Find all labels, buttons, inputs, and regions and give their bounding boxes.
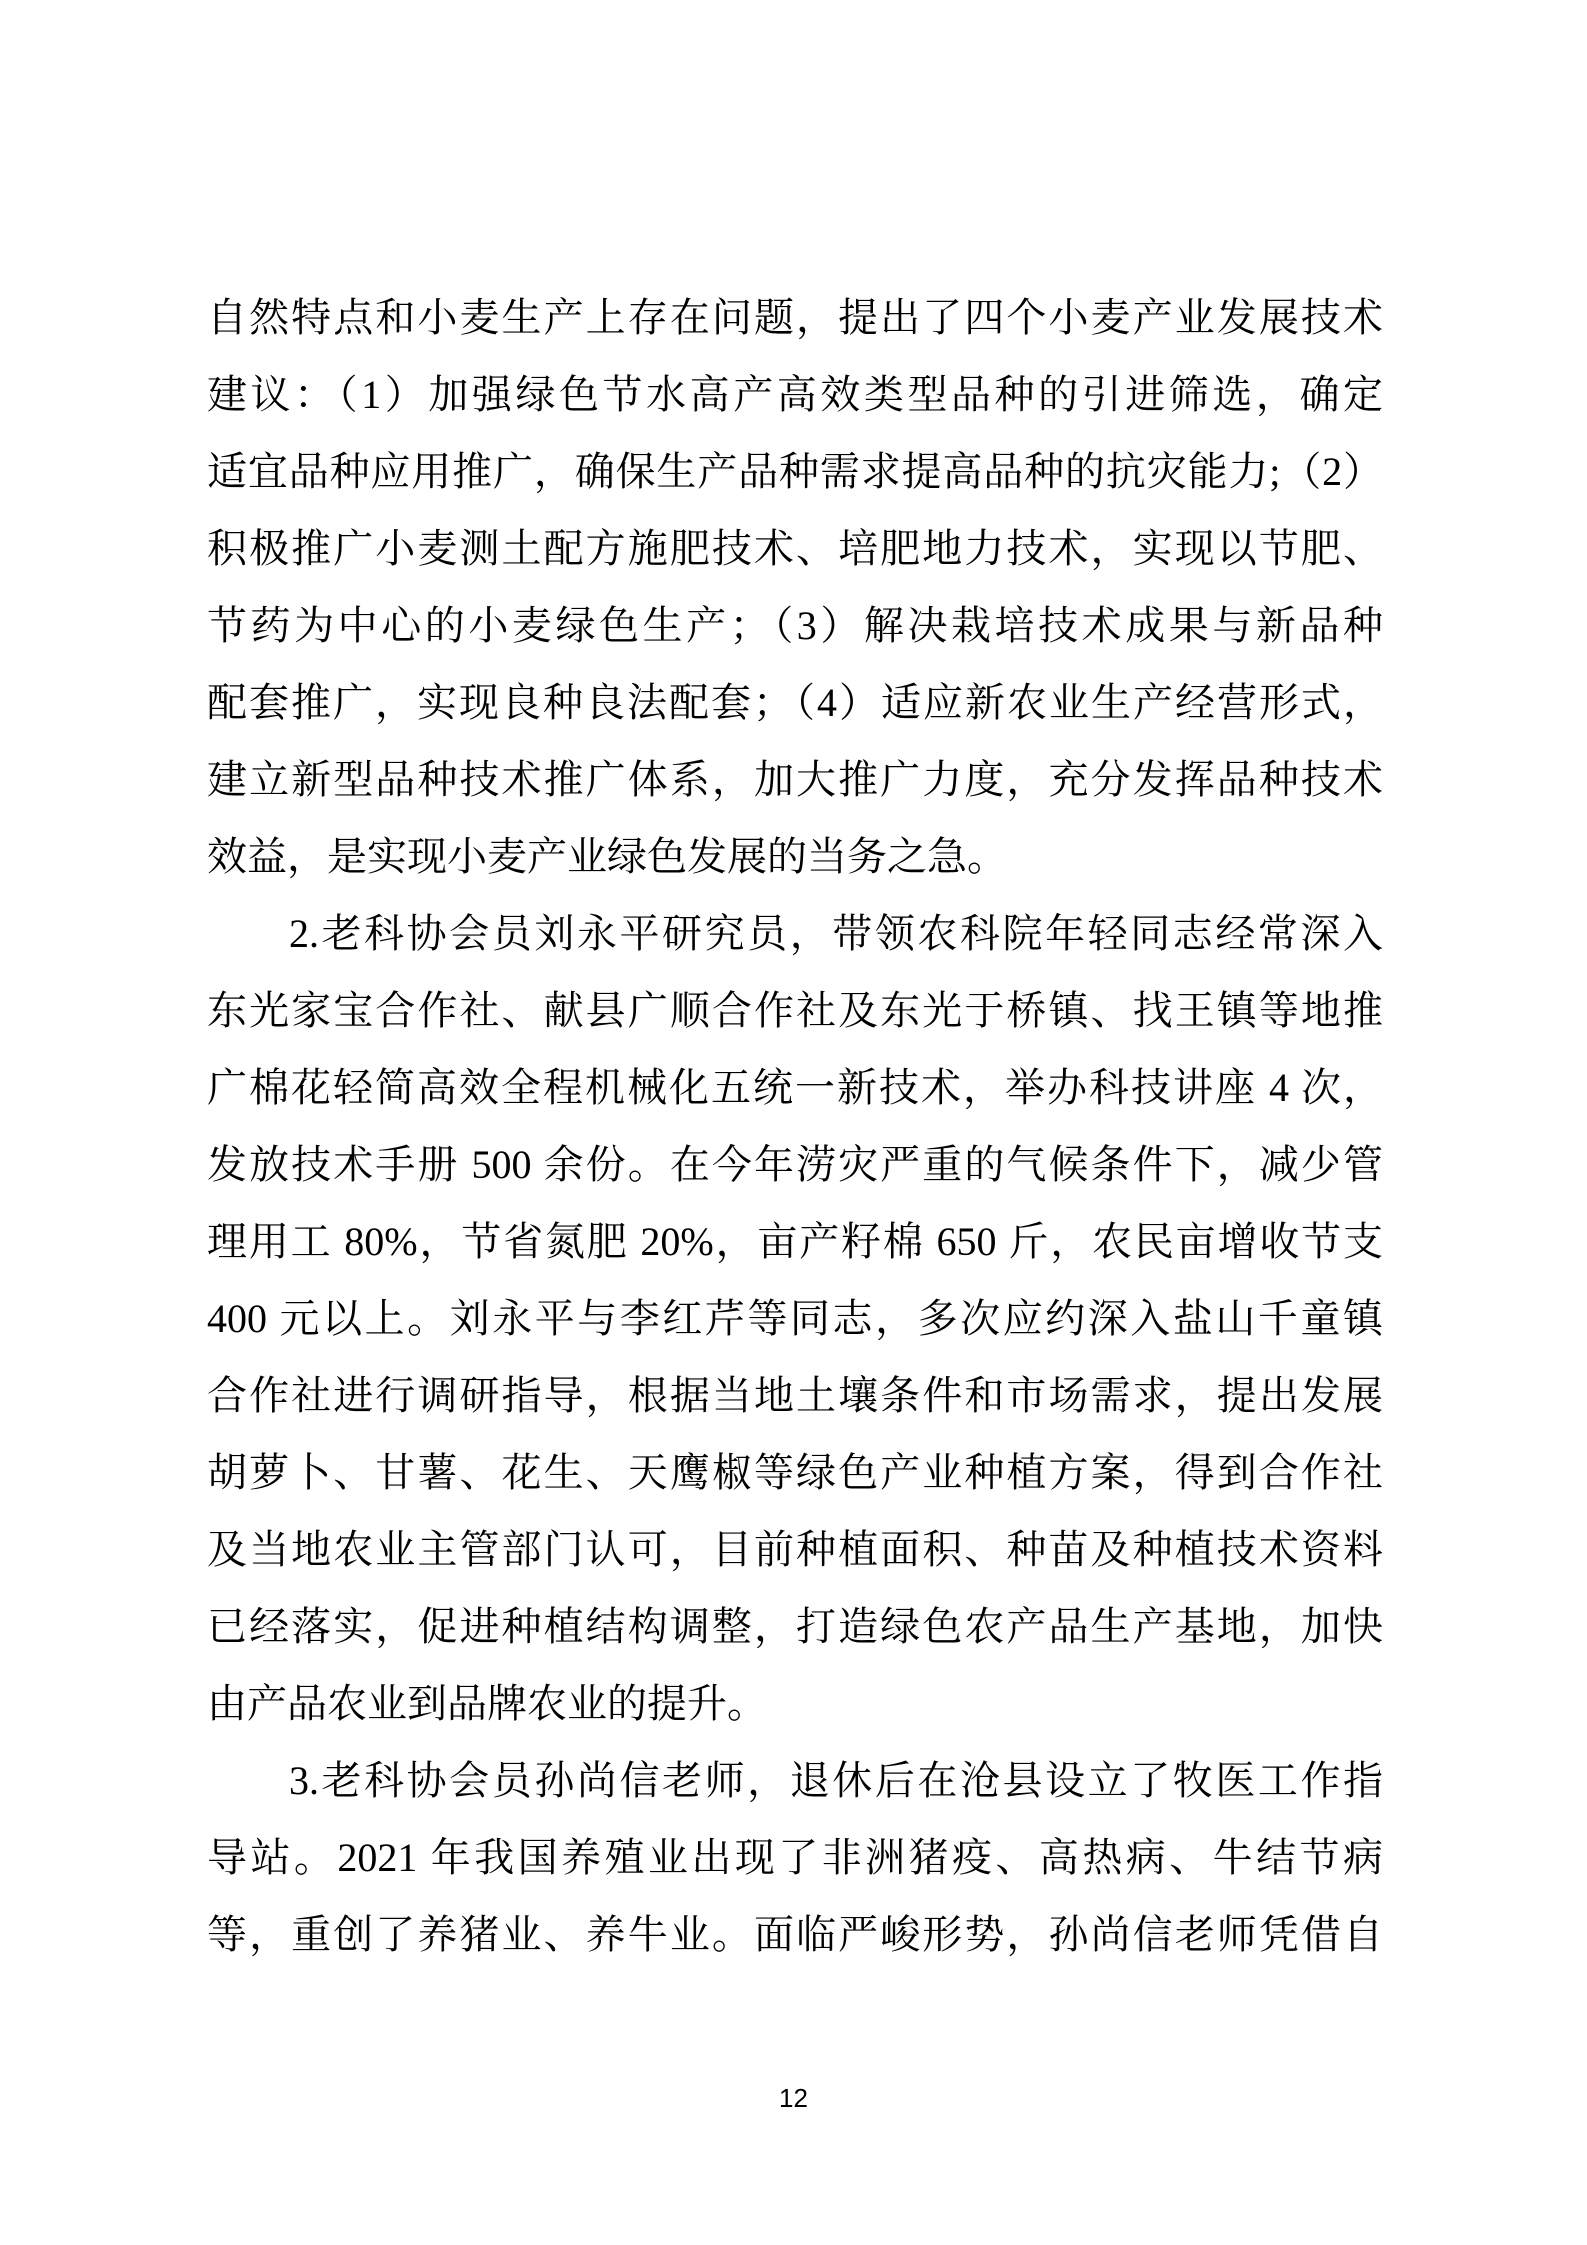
- text-line: 广棉花轻简高效全程机械化五统一新技术，举办科技讲座 4 次，: [207, 1065, 1383, 1110]
- text-line: 合作社进行调研指导，根据当地土壤条件和市场需求，提出发展: [207, 1373, 1383, 1418]
- text-line: 已经落实，促进种植结构调整，打造绿色农产品生产基地，加快: [207, 1604, 1383, 1649]
- page-number: 12: [779, 2083, 808, 2113]
- text-line: 建议：（1）加强绿色节水高产高效类型品种的引进筛选，确定: [207, 372, 1383, 417]
- text-line: 3.老科协会员孙尚信老师，退休后在沧县设立了牧医工作指: [289, 1758, 1383, 1803]
- text-line: 发放技术手册 500 余份。在今年涝灾严重的气候条件下，减少管: [207, 1142, 1383, 1187]
- text-line: 400 元以上。刘永平与李红芹等同志，多次应约深入盐山千童镇: [207, 1296, 1383, 1341]
- text-line: 节药为中心的小麦绿色生产；（3）解决栽培技术成果与新品种: [207, 603, 1383, 648]
- text-line: 积极推广小麦测土配方施肥技术、培肥地力技术，实现以节肥、: [207, 526, 1383, 571]
- text-line: 自然特点和小麦生产上存在问题，提出了四个小麦产业发展技术: [207, 295, 1383, 340]
- text-line: 等，重创了养猪业、养牛业。面临严峻形势，孙尚信老师凭借自: [207, 1912, 1383, 1957]
- text-line: 2.老科协会员刘永平研究员，带领农科院年轻同志经常深入: [289, 911, 1383, 956]
- text-line: 东光家宝合作社、献县广顺合作社及东光于桥镇、找王镇等地推: [207, 988, 1383, 1033]
- text-line: 建立新型品种技术推广体系，加大推广力度，充分发挥品种技术: [207, 757, 1383, 802]
- text-line: 导站。2021 年我国养殖业出现了非洲猪疫、高热病、牛结节病: [207, 1835, 1383, 1880]
- text-line: 胡萝卜、甘薯、花生、天鹰椒等绿色产业种植方案，得到合作社: [207, 1450, 1383, 1495]
- text-line: 由产品农业到品牌农业的提升。: [207, 1681, 767, 1726]
- text-line: 理用工 80%，节省氮肥 20%，亩产籽棉 650 斤，农民亩增收节支: [207, 1219, 1383, 1264]
- body-text: [207, 279, 1383, 1973]
- text-line: 效益，是实现小麦产业绿色发展的当务之急。: [207, 834, 1007, 879]
- text-line: 及当地农业主管部门认可，目前种植面积、种苗及种植技术资料: [207, 1527, 1383, 1572]
- text-line: 配套推广，实现良种良法配套；（4）适应新农业生产经营形式，: [207, 680, 1383, 725]
- text-line: 适宜品种应用推广，确保生产品种需求提高品种的抗灾能力;（2）: [207, 449, 1383, 494]
